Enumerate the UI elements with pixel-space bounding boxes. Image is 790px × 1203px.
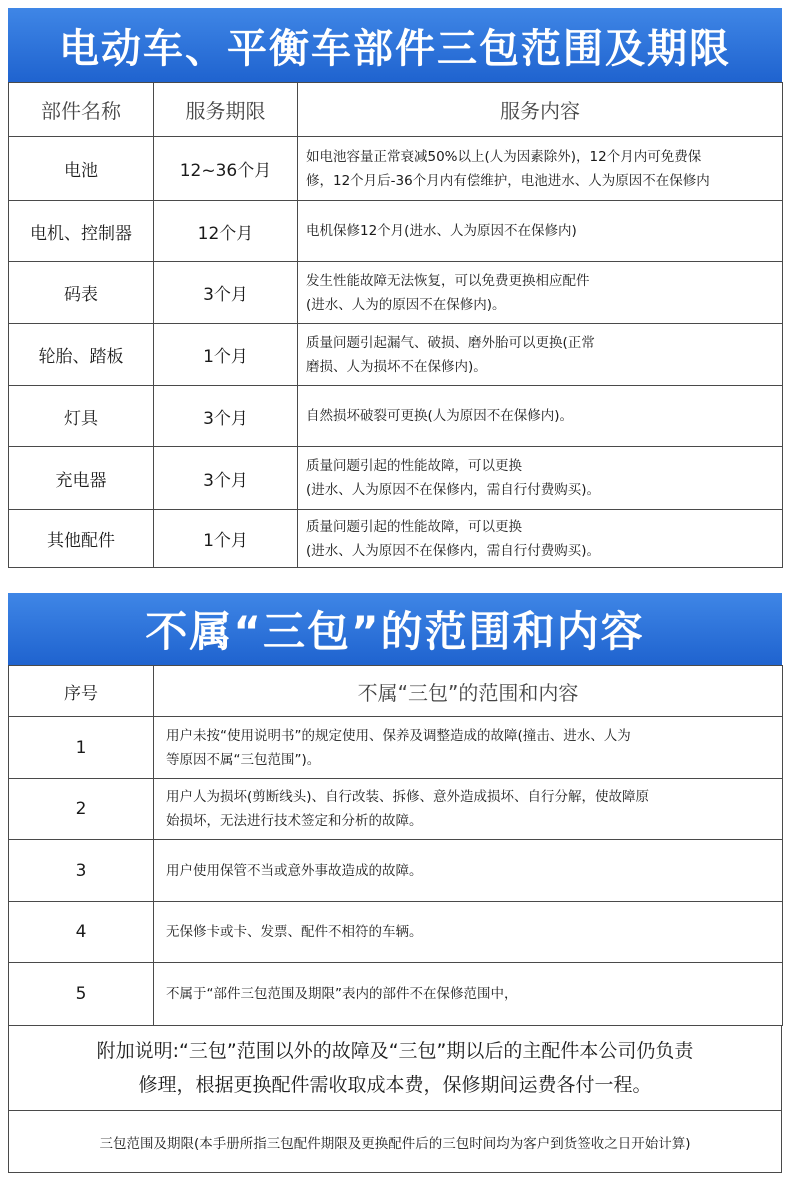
content-line: 磨损、人为损坏不在保修内)。 bbox=[306, 358, 487, 375]
table-row bbox=[9, 201, 783, 262]
service-period: 12个月 bbox=[154, 201, 298, 262]
content-line: 不属于“部件三包范围及期限”表内的部件不在保修范围中， bbox=[166, 986, 518, 1002]
service-period: 3个月 bbox=[154, 386, 298, 447]
table-row bbox=[9, 262, 783, 324]
warranty-table bbox=[8, 82, 783, 568]
content-line: 用户未按“使用说明书”的规定使用、保养及调整造成的故障(撞击、进水、人为 bbox=[166, 727, 631, 744]
service-period: 3个月 bbox=[154, 447, 298, 510]
content-line: 无保修卡或卡、发票、配件不相符的车辆。 bbox=[166, 924, 423, 940]
table-row bbox=[9, 963, 783, 1026]
table-row bbox=[9, 324, 783, 386]
column-header-exclusion-content: 不属“三包”的范围和内容 bbox=[154, 666, 783, 717]
table-row bbox=[9, 510, 783, 568]
row-number: 5 bbox=[9, 963, 154, 1026]
content-line: 等原因不属“三包范围”)。 bbox=[166, 751, 321, 768]
column-header-part-name: 部件名称 bbox=[9, 83, 154, 137]
table-row bbox=[9, 386, 783, 447]
footer-note: 三包范围及期限(本手册所指三包配件期限及更换配件后的三包时间均为客户到货签收之日开始计算) bbox=[8, 1111, 782, 1173]
exclusion-content bbox=[154, 717, 783, 779]
service-content bbox=[298, 447, 783, 510]
service-period: 3个月 bbox=[154, 262, 298, 324]
section2-title: 不属“三包”的范围和内容 bbox=[8, 593, 782, 665]
table-row bbox=[9, 447, 783, 510]
table-row bbox=[9, 840, 783, 902]
part-name: 其他配件 bbox=[9, 510, 154, 568]
content-line: (进水、人为的原因不在保修内)。 bbox=[306, 296, 506, 313]
row-number: 1 bbox=[9, 717, 154, 779]
column-header-number: 序号 bbox=[9, 666, 154, 717]
service-content bbox=[298, 262, 783, 324]
service-content bbox=[298, 201, 783, 262]
service-period: 12~36个月 bbox=[154, 137, 298, 201]
content-line: (进水、人为原因不在保修内，需自行付费购买)。 bbox=[306, 542, 601, 559]
content-line: 质量问题引起的性能故障，可以更换 bbox=[306, 518, 522, 535]
table-header-row bbox=[9, 83, 783, 137]
section1-title: 电动车、平衡车部件三包范围及期限 bbox=[8, 8, 782, 82]
service-content bbox=[298, 510, 783, 568]
content-line: 质量问题引起的性能故障，可以更换 bbox=[306, 458, 522, 474]
content-line: 始损坏，无法进行技术签定和分析的故障。 bbox=[166, 813, 423, 829]
note-line: 修理，根据更换配件需收取成本费，保修期间运费各付一程。 bbox=[138, 1073, 652, 1096]
exclusion-content bbox=[154, 779, 783, 840]
content-line: 用户人为损坏(剪断线头)、自行改装、拆修、意外造成损坏、自行分解，使故障原 bbox=[166, 789, 650, 805]
table-row bbox=[9, 902, 783, 963]
exclusion-content bbox=[154, 840, 783, 902]
additional-note bbox=[8, 1025, 782, 1111]
table-row bbox=[9, 717, 783, 779]
content-line: 用户使用保管不当或意外事故造成的故障。 bbox=[166, 862, 423, 879]
service-content bbox=[298, 137, 783, 201]
content-line: 电机保修12个月(进水、人为原因不在保修内) bbox=[306, 223, 577, 239]
column-header-service-content: 服务内容 bbox=[298, 83, 783, 137]
content-line: 修，12个月后-36个月内有偿维护，电池进水、人为原因不在保修内 bbox=[306, 172, 710, 189]
service-content bbox=[298, 386, 783, 447]
table-row bbox=[9, 137, 783, 201]
part-name: 电池 bbox=[9, 137, 154, 201]
content-line: 质量问题引起漏气、破损、磨外胎可以更换(正常 bbox=[306, 334, 595, 351]
part-name: 电机、控制器 bbox=[9, 201, 154, 262]
part-name: 充电器 bbox=[9, 447, 154, 510]
exclusion-table bbox=[8, 665, 783, 1026]
part-name: 轮胎、踏板 bbox=[9, 324, 154, 386]
service-period: 1个月 bbox=[154, 510, 298, 568]
content-line: (进水、人为原因不在保修内，需自行付费购买)。 bbox=[306, 482, 601, 498]
content-line: 如电池容量正常衰减50%以上(人为因素除外)，12个月内可免费保 bbox=[306, 148, 702, 165]
table-header-row bbox=[9, 666, 783, 717]
part-name: 码表 bbox=[9, 262, 154, 324]
table-row bbox=[9, 779, 783, 840]
note-line: 附加说明:“三包”范围以外的故障及“三包”期以后的主配件本公司仍负责 bbox=[96, 1039, 694, 1062]
exclusion-content bbox=[154, 963, 783, 1026]
part-name: 灯具 bbox=[9, 386, 154, 447]
exclusion-content bbox=[154, 902, 783, 963]
content-line: 发生性能故障无法恢复，可以免费更换相应配件 bbox=[306, 272, 590, 289]
service-period: 1个月 bbox=[154, 324, 298, 386]
row-number: 2 bbox=[9, 779, 154, 840]
service-content bbox=[298, 324, 783, 386]
content-line: 自然损坏破裂可更换(人为原因不在保修内)。 bbox=[306, 408, 574, 424]
column-header-service-period: 服务期限 bbox=[154, 83, 298, 137]
row-number: 4 bbox=[9, 902, 154, 963]
row-number: 3 bbox=[9, 840, 154, 902]
